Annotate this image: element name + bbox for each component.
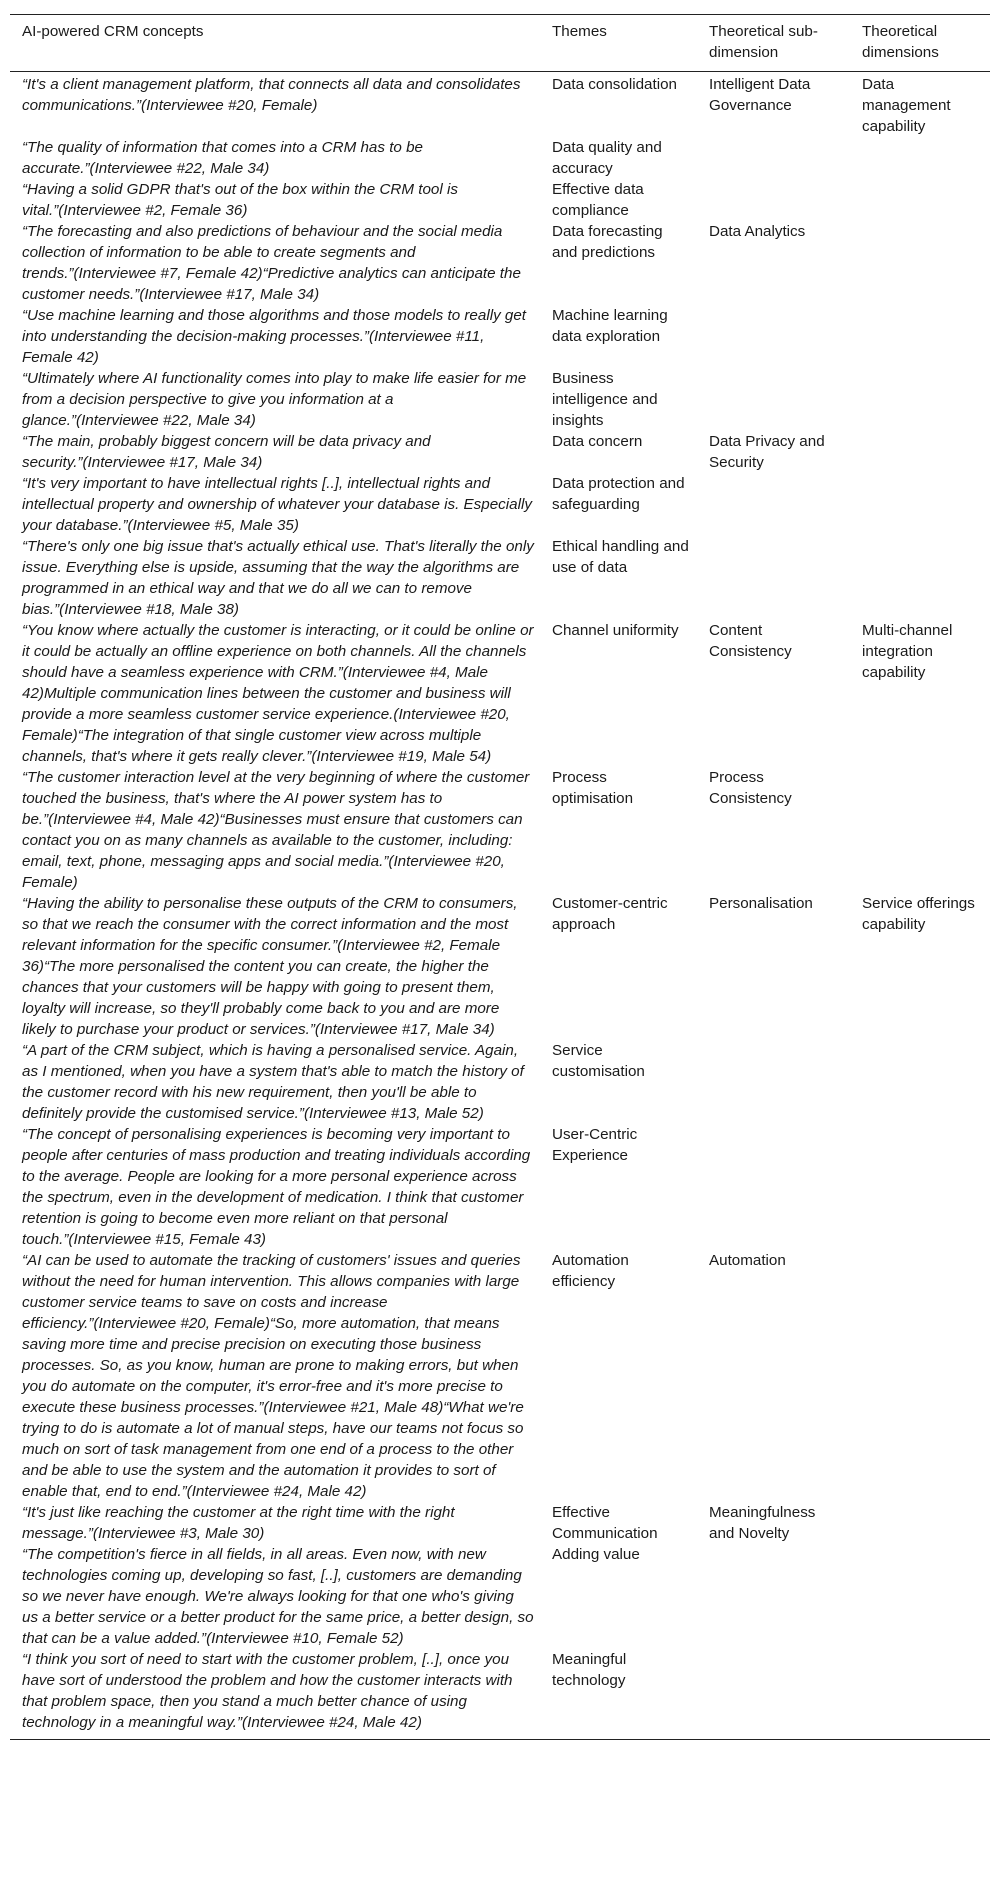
table-row — [10, 1649, 990, 1740]
dimension-cell — [850, 431, 990, 473]
quote-cell: “A part of the CRM subject, which is having a personalised service. Again, as I mentioned, when you have a system that's able to match the history of the customer record with his new requirement, then you'll be able to definitely provide the customised service.”(Interviewee #13, Male 52) — [22, 1042, 524, 1122]
quote-cell: “It's very important to have intellectual rights [..], intellectual rights and intellectual property and ownership of whatever your database is. Especially your database.”(Interviewee #5, Male 35) — [22, 475, 532, 534]
table-row — [10, 893, 990, 1040]
theme-cell: Service customisation — [552, 1042, 645, 1080]
quote-cell: “The quality of information that comes into a CRM has to be accurate.”(Interviewee #22, Male 34) — [22, 139, 423, 177]
quote-cell: “Use machine learning and those algorithms and those models to really get into understanding the decision-making processes.”(Interviewee #11, Female 42) — [22, 307, 526, 366]
theme-cell: Data forecasting and predictions — [552, 223, 663, 261]
dimension-cell: Multi-channel integration capability — [862, 622, 953, 681]
dimension-cell — [850, 767, 990, 893]
dimension-cell — [850, 1502, 990, 1544]
quote-cell: “Ultimately where AI functionality comes into play to make life easier for me from a decision perspective to give you information at a glance.”(Interviewee #22, Male 34) — [22, 370, 527, 429]
quote-cell: “It's a client management platform, that connects all data and consolidates communications.”(Interviewee #20, Female) — [22, 76, 521, 114]
table-header — [10, 15, 990, 72]
quote-cell: “I think you sort of need to start with the customer problem, [..], once you have sort of understood the problem and how the customer interacts with that problem space, then you stand a much better chance of using technology in a meaningful way.”(Interviewee #24, Male 42) — [10, 1649, 540, 1740]
theme-cell: Meaningful technology — [540, 1649, 697, 1740]
sub-dimension-cell: Data Privacy and Security — [709, 433, 825, 471]
table-row — [10, 1502, 990, 1544]
sub-dimension-cell — [697, 179, 850, 221]
sub-dimension-cell — [697, 1040, 850, 1124]
quote-cell: “AI can be used to automate the tracking of customers' issues and queries without the need for human intervention. This allows companies with large customer service teams to save on costs and increase efficiency.”(Interviewee #20, Female)“So, more automation, that means saving more time and precise precision on executing those business processes. So, as you know, human are prone to making errors, but when you do automate on the computer, it's error-free and it's more precise to execute these business processes.”(Interviewee #21, Male 48)“What we're trying to do is automate a lot of manual steps, have our teams not focus so much on sort of task management from one end of a process to the other and be able to use the system and the automation it provides to sort of enable that, end to end.”(Interviewee #24, Male 42) — [22, 1252, 524, 1500]
table-row — [10, 1544, 990, 1649]
header-row — [10, 15, 990, 72]
theme-cell: Process optimisation — [552, 769, 634, 807]
dimension-cell — [850, 1250, 990, 1502]
header-concepts: AI-powered CRM concepts — [10, 15, 540, 72]
quote-cell: “The concept of personalising experiences is becoming very important to people after centuries of mass production and treating individuals according to the average. People are looking for a more personal experience across the spectrum, even in the development of medication. I think that customer retention is going to become even more reliant on that personal touch.”(Interviewee #15, Female 43) — [22, 1126, 531, 1248]
theme-cell: Data concern — [552, 433, 643, 450]
table-row — [10, 179, 990, 221]
sub-dimension-cell: Content Consistency — [709, 622, 792, 660]
dimension-cell — [850, 1040, 990, 1124]
dimension-cell: Data management capability — [862, 76, 951, 135]
theme-cell: Machine learning data exploration — [552, 307, 668, 345]
dimension-cell — [850, 473, 990, 536]
theme-cell: Effective data compliance — [552, 181, 644, 219]
sub-dimension-cell: Automation — [709, 1252, 786, 1269]
sub-dimension-cell — [697, 1124, 850, 1250]
table-row — [10, 1124, 990, 1250]
sub-dimension-cell — [697, 368, 850, 431]
theme-cell: Business intelligence and insights — [552, 370, 658, 429]
sub-dimension-cell: Intelligent Data Governance — [709, 76, 811, 114]
sub-dimension-cell — [697, 536, 850, 620]
table-row — [10, 368, 990, 431]
theme-cell: Data protection and safeguarding — [552, 475, 685, 513]
dimension-cell — [850, 179, 990, 221]
header-dimensions: Theoretical dimensions — [850, 15, 990, 72]
table-row — [10, 137, 990, 179]
header-themes: Themes — [540, 15, 697, 72]
quote-cell: “You know where actually the customer is interacting, or it could be online or it could be actually an offline experience on both channels. All the channels should have a seamless experience with CRM.”(Interviewee #4, Male 42)Multiple communication lines between the customer and business will provide a more seamless customer service experience.(Interviewee #20, Female)“The integration of that single customer view across multiple channels, that's where it gets really clever.”(Interviewee #19, Male 54) — [22, 622, 534, 765]
header-sub-dimension: Theoretical sub-dimension — [697, 15, 850, 72]
table-row — [10, 767, 990, 893]
theme-cell: Adding value — [552, 1546, 640, 1563]
dimension-cell — [850, 1649, 990, 1740]
dimension-cell — [850, 1124, 990, 1250]
quote-cell: “The customer interaction level at the very beginning of where the customer touched the business, that's where the AI power system has to be.”(Interviewee #4, Male 42)“Businesses must ensure that customers can contact you on as many channels as available to the customer, including: email, text, phone, messaging apps and social media.”(Interviewee #20, Female) — [22, 769, 530, 891]
quote-cell: “The forecasting and also predictions of behaviour and the social media collection of information to be able to create segments and trends.”(Interviewee #7, Female 42)“Predictive analytics can anticipate the customer needs.”(Interviewee #17, Male 34) — [22, 223, 521, 303]
table-row — [10, 221, 990, 305]
table-row — [10, 305, 990, 368]
table-row — [10, 1040, 990, 1124]
dimension-cell — [850, 1544, 990, 1649]
dimension-cell — [850, 137, 990, 179]
dimension-cell — [850, 305, 990, 368]
table-body — [10, 72, 990, 1740]
theme-cell: User-Centric Experience — [552, 1126, 638, 1164]
sub-dimension-cell — [697, 1544, 850, 1649]
theme-cell: Ethical handling and use of data — [552, 538, 689, 576]
table-row — [10, 536, 990, 620]
quote-cell: “The main, probably biggest concern will be data privacy and security.”(Interviewee #17, Male 34) — [22, 433, 431, 471]
dimension-cell — [850, 368, 990, 431]
sub-dimension-cell: Personalisation — [709, 895, 813, 912]
table-row — [10, 431, 990, 473]
sub-dimension-cell — [697, 1649, 850, 1740]
sub-dimension-cell — [697, 305, 850, 368]
quote-cell: “The competition's fierce in all fields, in all areas. Even now, with new technologies coming up, developing so fast, [..], customers are demanding so we never have enough. We're always looking for that one who's giving us a better service or a better product for the same price, a better design, so that can be a value added.”(Interviewee #10, Female 52) — [22, 1546, 534, 1647]
sub-dimension-cell — [697, 137, 850, 179]
table-row — [10, 72, 990, 138]
sub-dimension-cell — [697, 473, 850, 536]
theme-cell: Customer-centric approach — [552, 895, 668, 933]
quote-cell: “It's just like reaching the customer at the right time with the right message.”(Interviewee #3, Male 30) — [22, 1504, 455, 1542]
theme-cell: Channel uniformity — [552, 622, 679, 639]
theme-cell: Automation efficiency — [552, 1252, 629, 1290]
dimension-cell — [850, 221, 990, 305]
theme-cell: Effective Communication — [552, 1504, 658, 1542]
table-row — [10, 473, 990, 536]
theme-cell: Data consolidation — [552, 76, 677, 93]
table-row — [10, 1250, 990, 1502]
sub-dimension-cell: Process Consistency — [709, 769, 792, 807]
theme-cell: Data quality and accuracy — [552, 139, 662, 177]
dimension-cell: Service offerings capability — [862, 895, 975, 933]
sub-dimension-cell: Meaningfulness and Novelty — [709, 1504, 816, 1542]
quote-cell: “Having the ability to personalise these outputs of the CRM to consumers, so that we reach the consumer with the correct information and the most relevant information for the specific consumer.”(Interviewee #2, Female 36)“The more personalised the content you can create, the higher the chances that your customers will be happy with going to present them, loyalty will increase, so they'll probably come back to you and are more likely to purchase your product or services.”(Interviewee #17, Male 34) — [22, 895, 518, 1038]
dimension-cell — [850, 536, 990, 620]
quote-cell: “Having a solid GDPR that's out of the box within the CRM tool is vital.”(Interviewee #2, Female 36) — [22, 181, 458, 219]
quote-cell: “There's only one big issue that's actually ethical use. That's literally the only issue. Everything else is upside, assuming that the way the algorithms are programmed in an ethical way and that we do all we can to remove bias.”(Interviewee #18, Male 38) — [22, 538, 534, 618]
crm-concepts-table — [10, 14, 990, 1740]
sub-dimension-cell: Data Analytics — [709, 223, 806, 240]
table-row — [10, 620, 990, 767]
